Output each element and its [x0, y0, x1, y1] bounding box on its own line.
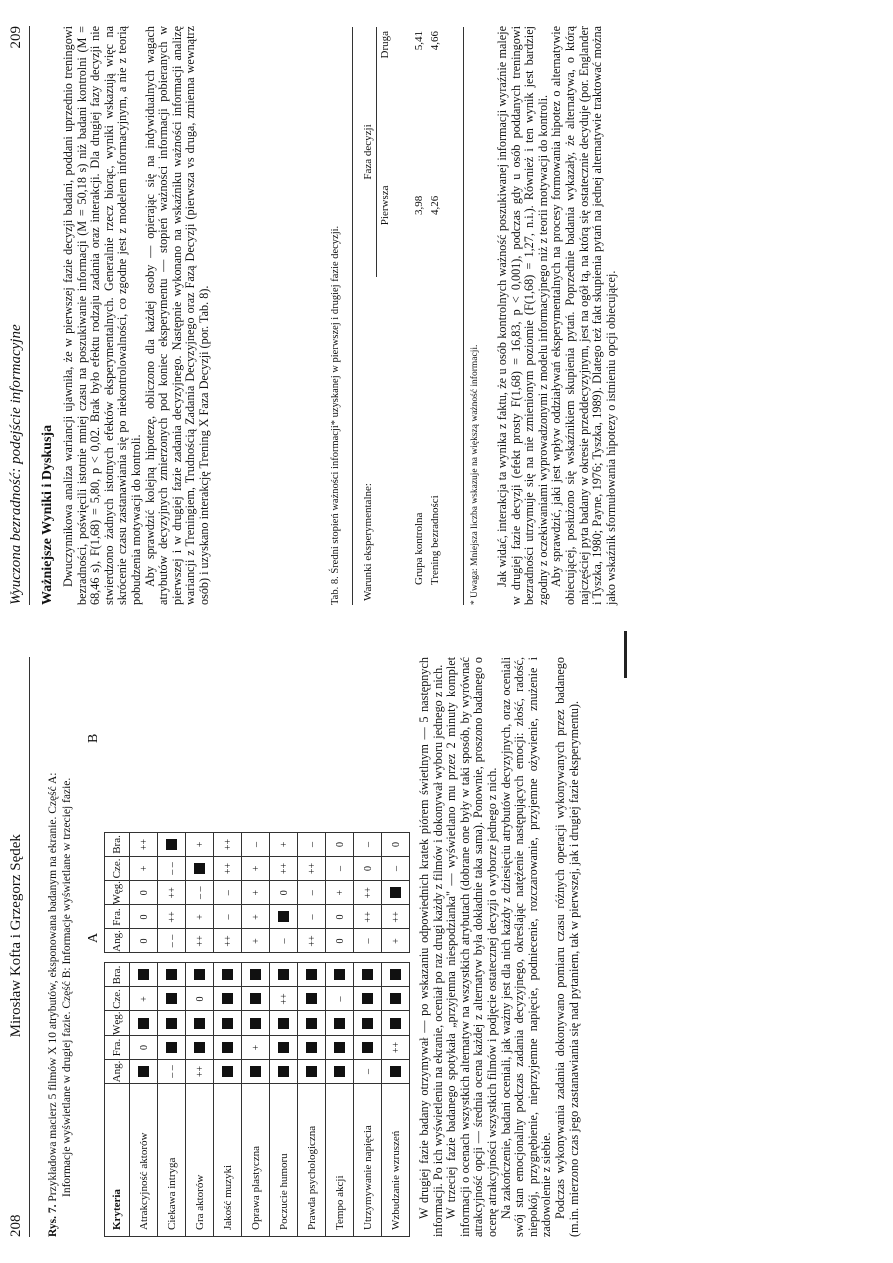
row-label: Trening bezradności — [429, 495, 441, 585]
hidden-info-block — [250, 1066, 261, 1077]
matrix-row — [214, 832, 242, 1236]
rating-mark: + — [278, 841, 290, 848]
rating-mark: 0 — [334, 841, 346, 847]
matrix-header-row — [105, 832, 130, 1236]
right-page-number: 209 — [8, 26, 24, 49]
matrix-cell — [130, 1060, 158, 1084]
col-first: Pierwsza — [379, 185, 391, 226]
rating-mark: ++ — [166, 911, 178, 923]
matrix-cell — [270, 929, 298, 953]
rating-mark: – – — [166, 862, 178, 875]
criterion-label: Ciekawa intryga — [158, 1084, 186, 1237]
hidden-info-block — [334, 969, 345, 980]
table-row — [411, 27, 427, 605]
matrix-cell — [130, 1036, 158, 1060]
matrix-cell — [354, 905, 382, 929]
criterion-label: Wzbudzanie wzruszeń — [382, 1084, 410, 1237]
hidden-info-block — [250, 993, 261, 1004]
left-body-text — [418, 657, 581, 1237]
matrix-row — [354, 832, 382, 1236]
matrix-cell — [158, 905, 186, 929]
scan-smudge — [624, 631, 627, 678]
rating-mark: ++ — [278, 993, 290, 1005]
criterion-label: Jakość muzyki — [214, 1084, 242, 1237]
matrix-cell — [158, 1036, 186, 1060]
rating-mark: + — [250, 1044, 262, 1051]
hidden-info-block — [222, 993, 233, 1004]
hidden-info-block — [334, 1042, 345, 1053]
matrix-cell — [354, 880, 382, 905]
matrix-cell — [382, 1011, 410, 1036]
criterion-label: Atrakcyjność aktorów — [130, 1084, 158, 1237]
right-header — [8, 26, 30, 605]
matrix-cell — [298, 929, 326, 953]
paragraph: Aby sprawdzić, jaki jest wpływ oddziaływań eksperymentalnych na procesy formowania hipotez o alternatywie obiecującej, posłużono się wskaźnikiem skupienia pytań. Poprzednie badania wykazały, że alternatywa, o którą najczęściej pyta badany w okresie przeddecyzyjnym, jest na ogół tą, na którą się ostatecznie decyduje (por. Englander i Tyszka, 1980; Payne, 1976; Tyszka, 1989). Dlatego też fakt skupienia pytań na jednej alternatywie traktować można jako wskaźnik sformułowania hipotezy o istnieniu opcji obiecującej. — [549, 26, 618, 605]
matrix-cell — [242, 1036, 270, 1060]
hidden-info-block — [166, 1042, 177, 1053]
rating-mark: + — [250, 865, 262, 872]
matrix-row — [326, 832, 354, 1236]
rating-mark: – — [306, 914, 318, 920]
column-gap — [130, 953, 158, 963]
matrix-cell — [354, 1036, 382, 1060]
paragraph: Aby sprawdzić kolejną hipotezę, obliczono dla każdej osoby — opierając się na indywidualnych wagach atrybutów decyzyjnych zmierzonych pod koniec eksperymentu — stopień ważności informacji pobieranych w pierwszej i w drugiej fazie zadania decyzyjnego. Następnie wykonano na wskaźniku ważności informacji analizę wariancji z Treningiem, Trudnością Zadania Decyzyjnego oraz Fazą Decyzji (pierwsza vs druga, zmienna wewnątrz osób) i uzyskano interakcję Trening X Faza Decyzji (por. Tab. 8). — [142, 26, 211, 605]
matrix-row — [298, 832, 326, 1236]
hidden-info-block — [138, 1018, 149, 1029]
matrix-cell — [186, 1036, 214, 1060]
row-second: 4,66 — [429, 31, 441, 51]
matrix-cell — [242, 905, 270, 929]
rating-mark: – — [334, 865, 346, 871]
hidden-info-block — [166, 1018, 177, 1029]
hidden-info-block — [334, 1018, 345, 1029]
section-title: Ważniejsze Wyniki i Dyskusja — [40, 424, 55, 605]
rating-mark: + — [138, 865, 150, 872]
figure-caption — [46, 657, 74, 1237]
film-header-b: Ang. — [105, 929, 130, 953]
matrix-cell — [298, 880, 326, 905]
hidden-info-block — [278, 969, 289, 980]
right-page — [0, 0, 893, 631]
hidden-info-block — [166, 993, 177, 1004]
matrix-cell — [158, 856, 186, 880]
row-first: 3,98 — [413, 195, 425, 215]
hidden-info-block — [194, 863, 205, 874]
rating-mark: ++ — [194, 935, 206, 947]
film-header-b: Węg. — [105, 880, 130, 905]
hidden-info-block — [278, 1042, 289, 1053]
rating-mark: ++ — [194, 1065, 206, 1078]
matrix-cell — [186, 1060, 214, 1084]
matrix-cell — [130, 856, 158, 880]
matrix-cell — [186, 905, 214, 929]
hidden-info-block — [306, 993, 317, 1004]
column-gap — [298, 953, 326, 963]
matrix-cell — [326, 987, 354, 1011]
column-gap — [105, 953, 130, 963]
rating-mark: + — [250, 914, 262, 920]
matrix-cell — [130, 1011, 158, 1036]
paragraph: Podczas wykonywania zadania dokonywano pomiaru czasu różnych operacji wykonywanych przez badanego (m.in. mierzono czas jego zastanawiania się nad pytaniem, tak w pierwszej, jak i drugiej fazie eksperymentu). — [552, 657, 581, 1237]
matrix-cell — [298, 1011, 326, 1036]
hidden-info-block — [362, 1042, 373, 1053]
matrix-cell — [382, 880, 410, 905]
matrix-row — [270, 832, 298, 1236]
matrix-cell — [158, 963, 186, 987]
matrix-cell — [382, 832, 410, 856]
rating-mark: 0 — [278, 890, 290, 896]
matrix-cell — [242, 832, 270, 856]
column-gap — [270, 953, 298, 963]
hidden-info-block — [222, 1042, 233, 1053]
criteria-header: Kryteria — [105, 1084, 130, 1237]
column-gap — [242, 953, 270, 963]
matrix-cell — [270, 856, 298, 880]
rating-mark: + — [194, 914, 206, 920]
table-caption: Tab. 8. Średni stopień ważności informacji* uzyskanej w pierwszej i drugiej fazie decyzji. — [330, 225, 341, 605]
matrix-cell — [354, 1011, 382, 1036]
film-header-a: Węg. — [105, 1011, 130, 1036]
hidden-info-block — [222, 1066, 233, 1077]
left-page-number: 208 — [8, 1214, 24, 1237]
rating-mark: 0 — [138, 914, 150, 920]
left-header — [8, 657, 30, 1237]
hidden-info-block — [194, 969, 205, 980]
rating-mark: + — [334, 889, 346, 896]
hidden-info-block — [362, 993, 373, 1004]
criterion-label: Oprawa plastyczna — [242, 1084, 270, 1237]
rating-mark: 0 — [334, 938, 346, 944]
film-header-a: Cze. — [105, 987, 130, 1011]
caption-text: Przykładowa macierz 5 filmów X 10 atrybutów, eksponowana badanym na ekranie. Część A: — [47, 772, 59, 1202]
hidden-info-block — [390, 1018, 401, 1029]
rating-mark: ++ — [390, 911, 402, 923]
matrix-cell — [214, 1011, 242, 1036]
matrix-cell — [354, 987, 382, 1011]
hidden-info-block — [222, 1018, 233, 1029]
film-header-a: Fra. — [105, 1036, 130, 1060]
matrix-cell — [354, 963, 382, 987]
criterion-label: Gra aktorów — [186, 1084, 214, 1237]
hidden-info-block — [390, 887, 401, 898]
paragraph: Dwuczynnikowa analiza wariancji ujawniła, że w pierwszej fazie decyzji badani, poddani uprzednio treningowi bezradności, poświęcili istotnie mniej czasu na poszukiwanie informacji (M = 50,18 s) niż badani kontrolni (M = 68,46 s), F(1,68) = 5,80, p < 0,02. Brak było efektu rodzaju zadania oraz interakcji. Dla drugiej fazy decyzji nie stwierdzono żadnych istotnych efektów eksperymentalnych. Generalnie rzecz biorąc, wyniki wskazują więc na skrócenie czasu zastanawiania się po niekontrolowalności, co zgodne jest z modelem informacyjnym, a nie z teorią pobudzenia motywacji do kontroli. — [61, 26, 143, 605]
matrix-row — [130, 832, 158, 1236]
film-header-a: Bra. — [105, 963, 130, 987]
row-first: 4,26 — [429, 195, 441, 215]
hidden-info-block — [362, 969, 373, 980]
paragraph: Na zakończenie, badani oceniali, jak ważny jest dla nich każdy z dziesięciu atrybutów decyzyjnych, oraz oceniali swój stan emocjonalny podczas zadania decyzyjnego, określając natężenie następujących emocji: złość, radość, niepokój, przygnębienie, nieprzyjemne napięcie, podniecenie, rozczarowanie, przyjemne ożywienie, znużenie i zadowolenie z siebie. — [498, 657, 554, 1237]
film-header-b: Cze. — [105, 856, 130, 880]
rating-mark: – – — [166, 934, 178, 948]
left-running-head: Mirosław Kofta i Grzegorz Sędek — [8, 834, 24, 1038]
hidden-info-block — [194, 1018, 205, 1029]
rating-mark: 0 — [390, 841, 402, 847]
matrix-cell — [298, 905, 326, 929]
table-8 — [360, 27, 443, 605]
matrix-cell — [270, 1011, 298, 1036]
rating-mark: – — [334, 996, 346, 1002]
rating-mark: 0 — [194, 996, 206, 1002]
right-body-bottom — [496, 26, 618, 605]
matrix-cell — [130, 832, 158, 856]
rating-mark: 0 — [334, 914, 346, 920]
hidden-info-block — [390, 993, 401, 1004]
rating-mark: 0 — [138, 1045, 150, 1050]
matrix-cell — [354, 1060, 382, 1084]
rating-mark: – – — [194, 886, 206, 899]
hidden-info-block — [250, 1018, 261, 1029]
matrix-cell — [186, 856, 214, 880]
matrix-cell — [130, 963, 158, 987]
rating-mark: ++ — [278, 862, 290, 875]
paragraph: W trzeciej fazie badanego spotykała „przyjemna niespodzianka" — wyświetlano mu przez 2 minuty komplet informacji o ocenach wszystkich alternatyw na wszystkich atrybutach (dobrane one były w taki sposób, by wyrównać atrakcyjność opcji — średnia ocena każdej z alternatyw była dokładnie taka sama). Ponownie, proszono badanego o ocenę atrakcyjności wszystkich filmów i podjęcie ostatecznej decyzji o wyborze jednego z nich. — [444, 657, 499, 1237]
right-body-top — [62, 26, 212, 605]
matrix-cell — [326, 1036, 354, 1060]
matrix-cell — [326, 929, 354, 953]
rating-mark: – — [222, 890, 234, 896]
matrix-cell — [270, 1060, 298, 1084]
matrix-cell — [270, 880, 298, 905]
matrix-cell — [382, 929, 410, 953]
matrix-cell — [242, 963, 270, 987]
part-b-label: B — [86, 733, 101, 743]
matrix-cell — [298, 832, 326, 856]
criterion-label: Prawda psychologiczna — [298, 1084, 326, 1237]
hidden-info-block — [390, 969, 401, 980]
rating-mark: 0 — [362, 865, 374, 871]
matrix-cell — [214, 929, 242, 953]
hidden-info-block — [334, 1066, 345, 1077]
matrix-cell — [354, 832, 382, 856]
paragraph: W drugiej fazie badany otrzymywał — po wskazaniu odpowiednich kratek piórem świetlnym — 5 następnych informacji. Po ich wyświetleniu na ekranie, oceniał po raz drugi każdy z filmów i dokonywał wyboru jednego z nich. — [417, 657, 445, 1237]
rating-mark: – — [362, 1069, 374, 1074]
hidden-info-block — [250, 969, 261, 980]
matrix-cell — [158, 987, 186, 1011]
matrix-cell — [214, 832, 242, 856]
matrix-cell — [158, 880, 186, 905]
rating-mark: – — [222, 914, 234, 920]
matrix-cell — [242, 880, 270, 905]
column-gap — [326, 953, 354, 963]
criterion-label: Tempo akcji — [326, 1084, 354, 1237]
matrix-cell — [326, 880, 354, 905]
column-gap — [158, 953, 186, 963]
hidden-info-block — [278, 911, 289, 922]
rating-mark: – — [362, 938, 374, 944]
matrix-cell — [298, 963, 326, 987]
film-header-b: Bra. — [105, 832, 130, 856]
matrix-cell — [242, 1060, 270, 1084]
matrix-cell — [214, 856, 242, 880]
matrix-cell — [382, 905, 410, 929]
rating-mark: ++ — [166, 887, 178, 899]
matrix-row — [158, 832, 186, 1236]
matrix-cell — [186, 987, 214, 1011]
matrix-cell — [382, 1060, 410, 1084]
matrix-row — [382, 832, 410, 1236]
table-note: * Uwaga: Mniejsza liczba wskazuje na większą ważność informacji. — [470, 344, 480, 605]
rating-mark: ++ — [362, 887, 374, 899]
matrix-cell — [158, 832, 186, 856]
matrix-cell — [130, 905, 158, 929]
hidden-info-block — [222, 969, 233, 980]
col-second: Druga — [379, 31, 391, 59]
criterion-label: Poczucie humoru — [270, 1084, 298, 1237]
matrix-cell — [158, 1011, 186, 1036]
rating-mark: 0 — [138, 938, 150, 944]
matrix-cell — [242, 987, 270, 1011]
rating-mark: ++ — [222, 935, 234, 947]
phase-label: Faza decyzji — [360, 27, 377, 277]
matrix-cell — [326, 963, 354, 987]
matrix-cell — [298, 987, 326, 1011]
right-running-head: Wyuczona bezradność: podejście informacyjne — [8, 324, 24, 605]
matrix-cell — [186, 963, 214, 987]
paragraph: Jak widać, interakcja ta wynika z faktu, że u osób kontrolnych ważność poszukiwanej informacji wyraźnie maleje w drugiej fazie decyzji (efekt prosty F(1,68) = 16,83, p < 0,001), podczas gdy u osób poddanych treningowi bezradności utrzymuje się na nie zmienionym poziomie (F(1,68) = 1,27, n.i.). Również i ten wynik jest bardziej zgodny z oczekiwaniami wyprowadzonymi z modelu informacyjnego niż z teorii motywacji do kontroli. — [495, 26, 550, 605]
matrix-cell — [130, 880, 158, 905]
caption-lead: Rys. 7. — [47, 1204, 59, 1237]
left-page — [0, 631, 893, 1263]
matrix-cell — [214, 1036, 242, 1060]
matrix-row — [186, 832, 214, 1236]
matrix-cell — [130, 929, 158, 953]
criterion-label: Utrzymywanie napięcia — [354, 1084, 382, 1237]
table-rule-bottom — [463, 27, 464, 605]
matrix-cell — [298, 856, 326, 880]
matrix-cell — [186, 929, 214, 953]
matrix-cell — [270, 905, 298, 929]
matrix-cell — [298, 1036, 326, 1060]
hidden-info-block — [166, 839, 177, 850]
matrix-cell — [214, 963, 242, 987]
rating-mark: ++ — [306, 935, 318, 947]
hidden-info-block — [194, 1042, 205, 1053]
column-gap — [354, 953, 382, 963]
rating-mark: – — [306, 841, 318, 847]
matrix-cell — [382, 856, 410, 880]
matrix-cell — [270, 832, 298, 856]
matrix-cell — [186, 880, 214, 905]
matrix-cell — [186, 832, 214, 856]
column-gap — [186, 953, 214, 963]
rating-mark: + — [390, 938, 402, 944]
hidden-info-block — [390, 1066, 401, 1077]
matrix-cell — [214, 987, 242, 1011]
matrix-cell — [382, 987, 410, 1011]
hidden-info-block — [138, 969, 149, 980]
hidden-info-block — [306, 1042, 317, 1053]
matrix-cell — [186, 1011, 214, 1036]
rating-mark: ++ — [362, 911, 374, 923]
matrix-cell — [214, 905, 242, 929]
matrix-cell — [214, 1060, 242, 1084]
matrix-cell — [326, 1011, 354, 1036]
matrix-cell — [298, 1060, 326, 1084]
rating-mark: + — [250, 938, 262, 944]
matrix-cell — [158, 1060, 186, 1084]
rating-mark: ++ — [390, 1041, 402, 1054]
conditions-label: Warunki eksperymentalne: — [362, 483, 375, 601]
matrix-cell — [326, 905, 354, 929]
matrix-cell — [158, 929, 186, 953]
matrix-cell — [130, 987, 158, 1011]
rating-mark: – — [390, 865, 402, 871]
matrix-cell — [326, 1060, 354, 1084]
caption-text-2: Informacje wyświetlane w drugiej fazie. Część B: Informacje wyświetlane w trzeciej fazie. — [61, 777, 73, 1197]
rating-mark: – — [306, 890, 318, 896]
column-gap — [214, 953, 242, 963]
matrix-cell — [382, 1036, 410, 1060]
rating-mark: + — [250, 889, 262, 896]
rating-mark: 0 — [138, 890, 150, 896]
column-gap — [382, 953, 410, 963]
matrix-cell — [326, 832, 354, 856]
matrix-cell — [270, 1036, 298, 1060]
rating-mark: – — [278, 938, 290, 944]
table-rule-top — [352, 27, 353, 605]
matrix-cell — [270, 987, 298, 1011]
film-header-b: Fra. — [105, 905, 130, 929]
matrix-cell — [242, 856, 270, 880]
rating-mark: + — [138, 996, 150, 1002]
matrix-cell — [242, 1011, 270, 1036]
hidden-info-block — [138, 1066, 149, 1077]
hidden-info-block — [362, 1018, 373, 1029]
hidden-info-block — [306, 1018, 317, 1029]
hidden-info-block — [278, 1066, 289, 1077]
film-header-a: Ang. — [105, 1060, 130, 1084]
matrix-cell — [382, 963, 410, 987]
matrix-cell — [242, 929, 270, 953]
hidden-info-block — [278, 1018, 289, 1029]
hidden-info-block — [166, 969, 177, 980]
matrix-row — [242, 832, 270, 1236]
matrix-cell — [354, 856, 382, 880]
hidden-info-block — [306, 969, 317, 980]
row-label: Grupa kontrolna — [413, 512, 425, 585]
criteria-matrix — [104, 832, 410, 1237]
rating-mark: ++ — [306, 862, 318, 875]
rating-mark: ++ — [222, 862, 234, 875]
matrix-cell — [326, 856, 354, 880]
rating-mark: ++ — [138, 838, 150, 851]
part-a-label: A — [86, 932, 101, 943]
rating-mark: + — [194, 841, 206, 848]
rating-mark: – — [362, 841, 374, 847]
matrix-cell — [214, 880, 242, 905]
matrix-cell — [354, 929, 382, 953]
rating-mark: – — [250, 841, 262, 847]
table-row — [427, 27, 443, 605]
rating-mark: – – — [166, 1065, 178, 1078]
rating-mark: ++ — [222, 838, 234, 851]
row-second: 5,41 — [413, 31, 425, 51]
matrix-cell — [270, 963, 298, 987]
hidden-info-block — [306, 1066, 317, 1077]
